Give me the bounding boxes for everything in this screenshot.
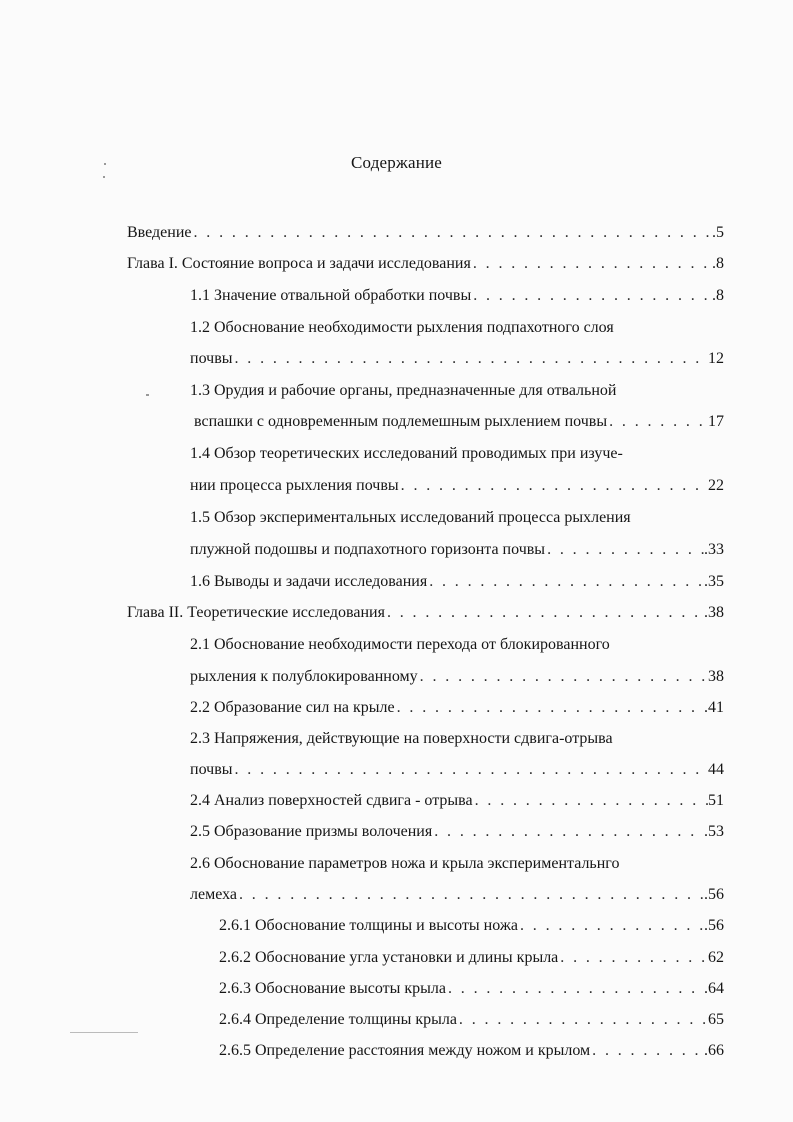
toc-entry-2-6-5	[219, 1040, 724, 1062]
toc-page-number: .64	[704, 980, 724, 997]
toc-entry-2-3-cont	[190, 759, 724, 781]
toc-entry-2-6-2	[219, 947, 724, 969]
toc-page-number: .66	[704, 1042, 724, 1059]
toc-entry-2-2	[190, 697, 724, 719]
toc-entry-text: 2.6.4 Определение толщины крыла	[219, 1011, 457, 1028]
toc-entry-chapter-2	[127, 602, 724, 624]
toc-entry-1-2	[190, 317, 724, 339]
toc-page-number: .33	[704, 541, 724, 558]
toc-entry-1-5	[190, 507, 724, 529]
toc-entry-text: 2.3 Напряжения, действующие на поверхности сдвига-отрыва	[190, 730, 613, 747]
toc-entry-2-6-cont	[190, 884, 724, 906]
toc-entry-1-2-cont	[190, 348, 724, 370]
toc-entry-text: 2.1 Обоснование необходимости перехода от блокированного	[190, 636, 610, 653]
toc-entry-2-3	[190, 728, 724, 750]
toc-page-number: .8	[712, 255, 724, 272]
toc-page-number: 62	[708, 949, 724, 966]
toc-page-number: 22	[708, 477, 724, 494]
leader-dots	[446, 978, 704, 1000]
toc-entry-text: Глава I. Состояние вопроса и задачи исследования	[127, 255, 471, 272]
toc-entry-text: Глава II. Теоретические исследования	[127, 604, 385, 621]
toc-entry-text: 1.6 Выводы и задачи исследования	[190, 573, 428, 590]
toc-page-number: .53	[704, 823, 724, 840]
toc-page-number: 17	[708, 413, 724, 430]
toc-entry-text: 2.6.3 Обоснование высоты крыла	[219, 980, 446, 997]
leader-dots	[471, 285, 712, 307]
toc-entry-text-cont: плужной подошвы и подпахотного горизонта почвы	[190, 541, 546, 558]
toc-page-number: 38	[708, 668, 724, 685]
toc-page-number: .41	[704, 699, 724, 716]
toc-page-number: 65	[708, 1011, 724, 1028]
leader-dots	[385, 602, 704, 624]
leader-dots	[432, 821, 704, 843]
toc-entry-text-cont: рыхления к полублокированному	[190, 668, 418, 685]
toc-entry-2-6	[190, 853, 724, 875]
leader-dots	[427, 571, 704, 593]
toc-page-number: 44	[708, 761, 724, 778]
leader-dots	[418, 666, 708, 688]
toc-entry-text: 2.2 Образование сил на крыле	[190, 699, 395, 716]
leader-dots	[399, 475, 708, 497]
leader-dots	[233, 348, 709, 370]
toc-entry-2-5	[190, 821, 724, 843]
toc-page-number: .8	[712, 287, 724, 304]
toc-page-number: 51	[708, 792, 724, 809]
toc-page-number: .56	[704, 917, 724, 934]
toc-entry-text: 1.3 Орудия и рабочие органы, предназначенные для отвальной	[190, 382, 617, 399]
toc-entry-text-cont: вспашки с одновременным подлемешным рыхлением почвы	[194, 413, 608, 430]
leader-dots	[471, 253, 712, 275]
toc-entry-1-3-cont	[194, 411, 724, 433]
toc-entry-1-4	[190, 443, 724, 465]
toc-entry-2-6-1	[219, 915, 724, 937]
leader-dots	[237, 884, 704, 906]
toc-entry-text: 2.6.2 Обоснование угла установки и длины крыла	[219, 949, 559, 966]
toc-page-number: .35	[704, 573, 724, 590]
leader-dots	[545, 539, 704, 561]
toc-entry-1-1	[190, 285, 724, 307]
toc-entry-introduction	[127, 222, 724, 244]
scan-speck	[103, 176, 105, 178]
toc-entry-2-1	[190, 634, 724, 656]
leader-dots	[558, 947, 708, 969]
toc-entry-1-4-cont	[190, 475, 724, 497]
scan-speck	[104, 163, 106, 165]
toc-entry-text: 2.6 Обоснование параметров ножа и крыла экспериментальнго	[190, 855, 620, 872]
toc-entry-2-6-4	[219, 1009, 724, 1031]
toc-entry-text: 2.6.5 Определение расстояния между ножом и крылом	[219, 1042, 591, 1059]
toc-entry-1-6	[190, 571, 724, 593]
leader-dots	[233, 759, 709, 781]
leader-dots	[457, 1009, 708, 1031]
leader-dots	[473, 790, 708, 812]
toc-entry-text: 1.4 Обзор теоретических исследований проводимых при изуче-	[190, 445, 623, 462]
toc-heading: Содержание	[350, 153, 443, 172]
toc-page-number: 12	[708, 350, 724, 367]
toc-entry-1-5-cont	[190, 539, 724, 561]
scan-line	[70, 1032, 138, 1033]
toc-page-number: .38	[704, 604, 724, 621]
toc-entry-text: 1.1 Значение отвальной обработки почвы	[190, 287, 472, 304]
toc-entry-text-cont: лемеха	[190, 886, 237, 903]
toc-entry-2-6-3	[219, 978, 724, 1000]
toc-page-number: .56	[704, 886, 724, 903]
toc-entry-text-cont: нии процесса рыхления почвы	[190, 477, 399, 494]
scan-speck	[146, 394, 149, 396]
toc-entry-2-4	[190, 790, 724, 812]
toc-entry-text-cont: почвы	[190, 761, 233, 778]
toc-entry-text: 1.5 Обзор экспериментальных исследований процесса рыхления	[190, 509, 631, 526]
leader-dots	[395, 697, 704, 719]
toc-entry-text: 2.5 Образование призмы волочения	[190, 823, 433, 840]
leader-dots	[518, 915, 704, 937]
toc-entry-1-3	[190, 380, 724, 402]
leader-dots	[607, 411, 708, 433]
toc-entry-2-1-cont	[190, 666, 724, 688]
toc-entry-text: 2.4 Анализ поверхностей сдвига - отрыва	[190, 792, 473, 809]
toc-entry-text: 1.2 Обоснование необходимости рыхления подпахотного слоя	[190, 319, 614, 336]
toc-entry-text: Введение	[127, 224, 192, 241]
toc-entry-chapter-1	[127, 253, 724, 275]
toc-page-number: .5	[712, 224, 724, 241]
toc-entry-text-cont: почвы	[190, 350, 233, 367]
leader-dots	[590, 1040, 704, 1062]
toc-entry-text: 2.6.1 Обоснование толщины и высоты ножа	[219, 917, 518, 934]
leader-dots	[192, 222, 713, 244]
